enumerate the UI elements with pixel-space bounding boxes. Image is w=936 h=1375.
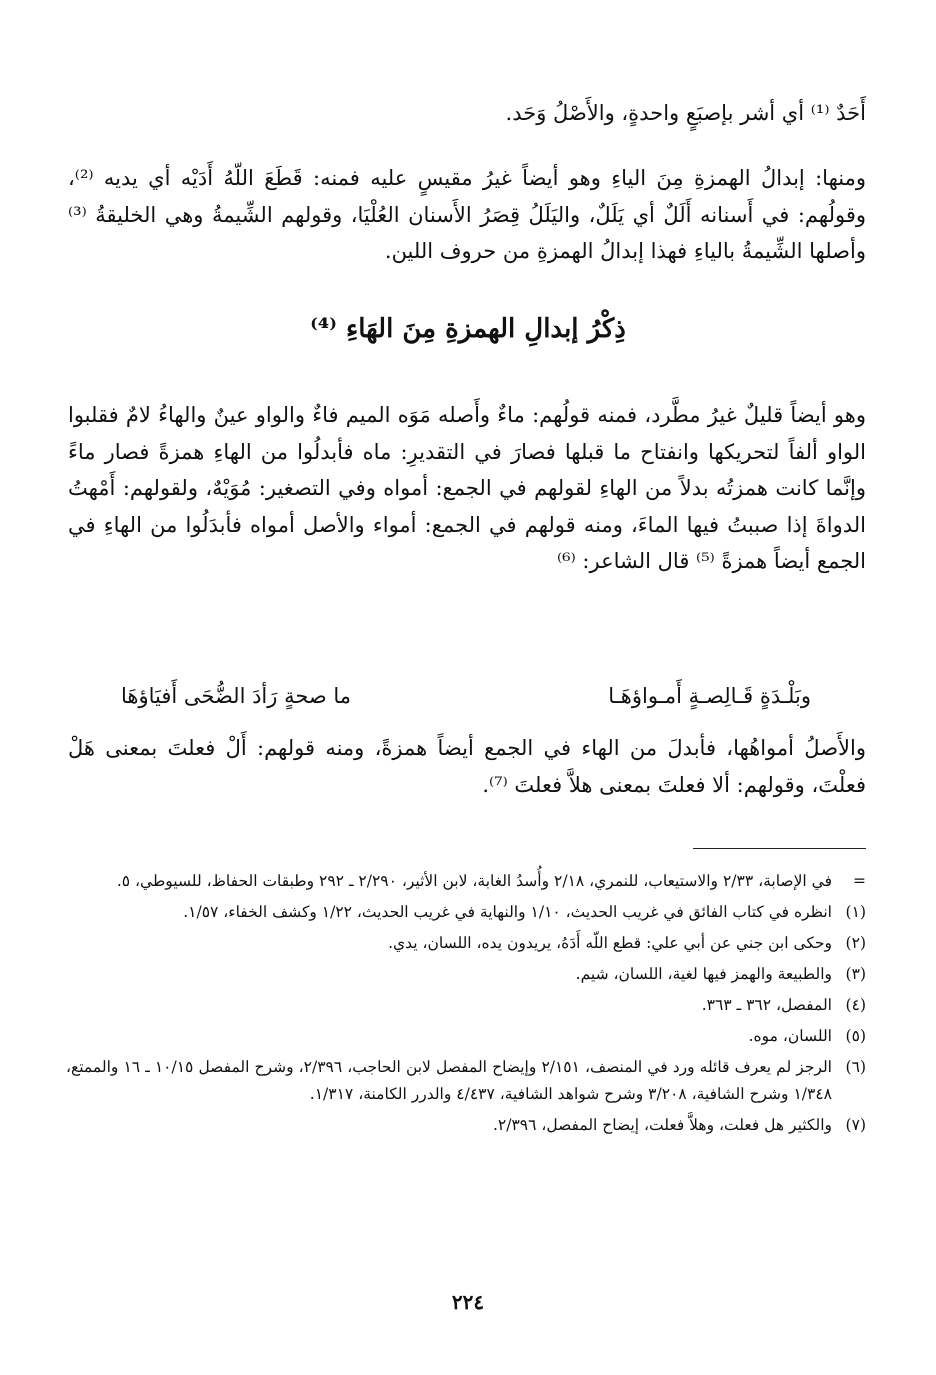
footnote-text: الرجز لم يعرف قائله ورد في المنصف، ٢/١٥١ وإيضاح المفصل لابن الحاجب، ٢/٣٩٦، وشرح المفصل ١٠/١٥ ـ ١٦ والممتع، ١/٣٤٨ وشرح الشافية، ٣/٢٠٨ وشرح شواهد الشافية، ٤/٤٣٧ والدرر الكامنة، ١/٣١٧.	[66, 1058, 832, 1103]
footnote-number: (٥)	[845, 1027, 866, 1045]
footnote-number: =	[853, 872, 866, 890]
footnote-number: (٧)	[845, 1116, 866, 1134]
verse-second-hemistich: ما صحةٍ رَأدَ الضُّحَى أَفيَاؤهَا	[121, 684, 352, 708]
footnote-7	[66, 1112, 866, 1139]
verse-first-hemistich: وبَلْـدَةٍ قَـالِصـةٍ أَمـواؤهَـا	[608, 684, 811, 708]
footnotes	[66, 868, 866, 1143]
paragraph-3: وهو أيضاً قليلٌ غيرُ مطَّرد، فمنه قولُهم: ماءٌ وأَصله مَوَه الميم فاءٌ والواو عينٌ والهاءُ لامٌ فقلبوا الواو ألفاً لتحريكها وانفتاح ما قبلها فصارَ في التقديرِ: ماه فأبدلُوا من الهاءِ همزةً فصار ماءً وإنَّما كانت همزتُه بدلاً من الهاءِ لقولهم في الجمع: أمواه وفي التصغير: مُوَيْهٌ، ولقولهم: أَمْهتُ الدواةَ إذا صببتُ فيها الماءَ، ومنه قولهم في الجمع: أمواء والأصل أمواه فأبدَلُوا من الهاءِ في الجمع أيضاً همزةً ⁽⁵⁾ قال الشاعر: ⁽⁶⁾	[68, 403, 867, 573]
paragraph-2: ومنها: إبدالُ الهمزةِ مِنَ الياءِ وهو أيضاً غيرُ مقيسٍ عليه فمنه: قَطَعَ اللّهُ أَدَيْه أي يديه ⁽²⁾، وقولُهم: في أَسنانه أَلَلٌ أي يَلَلٌ، واليَلَلُ قِصَرُ الأَسنان العُلْيَا، وقولهم الشِّيمةُ وهي الخليقةُ ⁽³⁾ وأصلها الشِّيمةُ بالياءِ فهذا إبدالُ الهمزةِ من حروف اللين.	[68, 166, 866, 263]
footnote-6	[66, 1054, 866, 1108]
footnote-text: والكثير هل فعلت، وهلاَّ فعلت، إيضاح المفصل، ٢/٣٩٦.	[492, 1116, 832, 1134]
footnote-text: وحكى ابن جني عن أبي علي: قطع اللّه أَدَهُ، يريدون يده، اللسان، يدي.	[388, 934, 832, 952]
footnote-number: (٣)	[845, 965, 866, 983]
paragraph-1: أَحَدٌ ⁽¹⁾ أي أشر بإصبَعٍ واحدةٍ، والأَصْلُ وَحَد.	[505, 101, 866, 125]
paragraph-4: والأَصلُ أمواهُها، فأبدلَ من الهاء في الجمع أيضاً همزةً، ومنه قولهم: أَلْ فعلتَ بمعنى هَلْ فعلْتَ، وقولهم: ألا فعلتَ بمعنى هلاَّ فعلتَ ⁽⁷⁾.	[68, 736, 866, 797]
footnote-number: (١)	[845, 903, 866, 921]
footnote-1	[66, 899, 866, 926]
footnote-continued	[66, 868, 866, 895]
footnote-text: انظره في كتاب الفائق في غريب الحديث، ١/١٠ والنهاية في غريب الحديث، ١/٢٢ وكشف الخفاء، ١/٥٧.	[183, 903, 832, 921]
section-heading: ذِكْرُ إبدالِ الهمزةِ مِنَ الهَاءِ ⁽⁴⁾	[310, 314, 626, 344]
footnote-text: والطبيعة والهمز فيها لغية، اللسان، شيم.	[575, 965, 832, 983]
footnote-number: (٦)	[845, 1058, 866, 1076]
footnote-4	[66, 992, 866, 1019]
footnote-text: في الإصابة، ٢/٣٣ والاستيعاب، للنمري، ٢/١٨ وأُسدُ الغابة، لابن الأثير، ٢/٢٩٠ ـ ٢٩٢ وطبقات الحفاظ، للسيوطي، ٥.	[116, 872, 832, 890]
footnote-5	[66, 1023, 866, 1050]
footnote-number: (٤)	[845, 996, 866, 1014]
poetry-verse	[121, 684, 811, 708]
footnote-3	[66, 961, 866, 988]
page-number: ٢٢٤	[451, 1290, 485, 1314]
footnote-text: المفصل، ٣٦٢ ـ ٣٦٣.	[701, 996, 832, 1014]
footnote-number: (٢)	[845, 934, 866, 952]
footnote-divider	[693, 848, 866, 849]
footnote-text: اللسان، موه.	[748, 1027, 832, 1045]
footnote-2	[66, 930, 866, 957]
